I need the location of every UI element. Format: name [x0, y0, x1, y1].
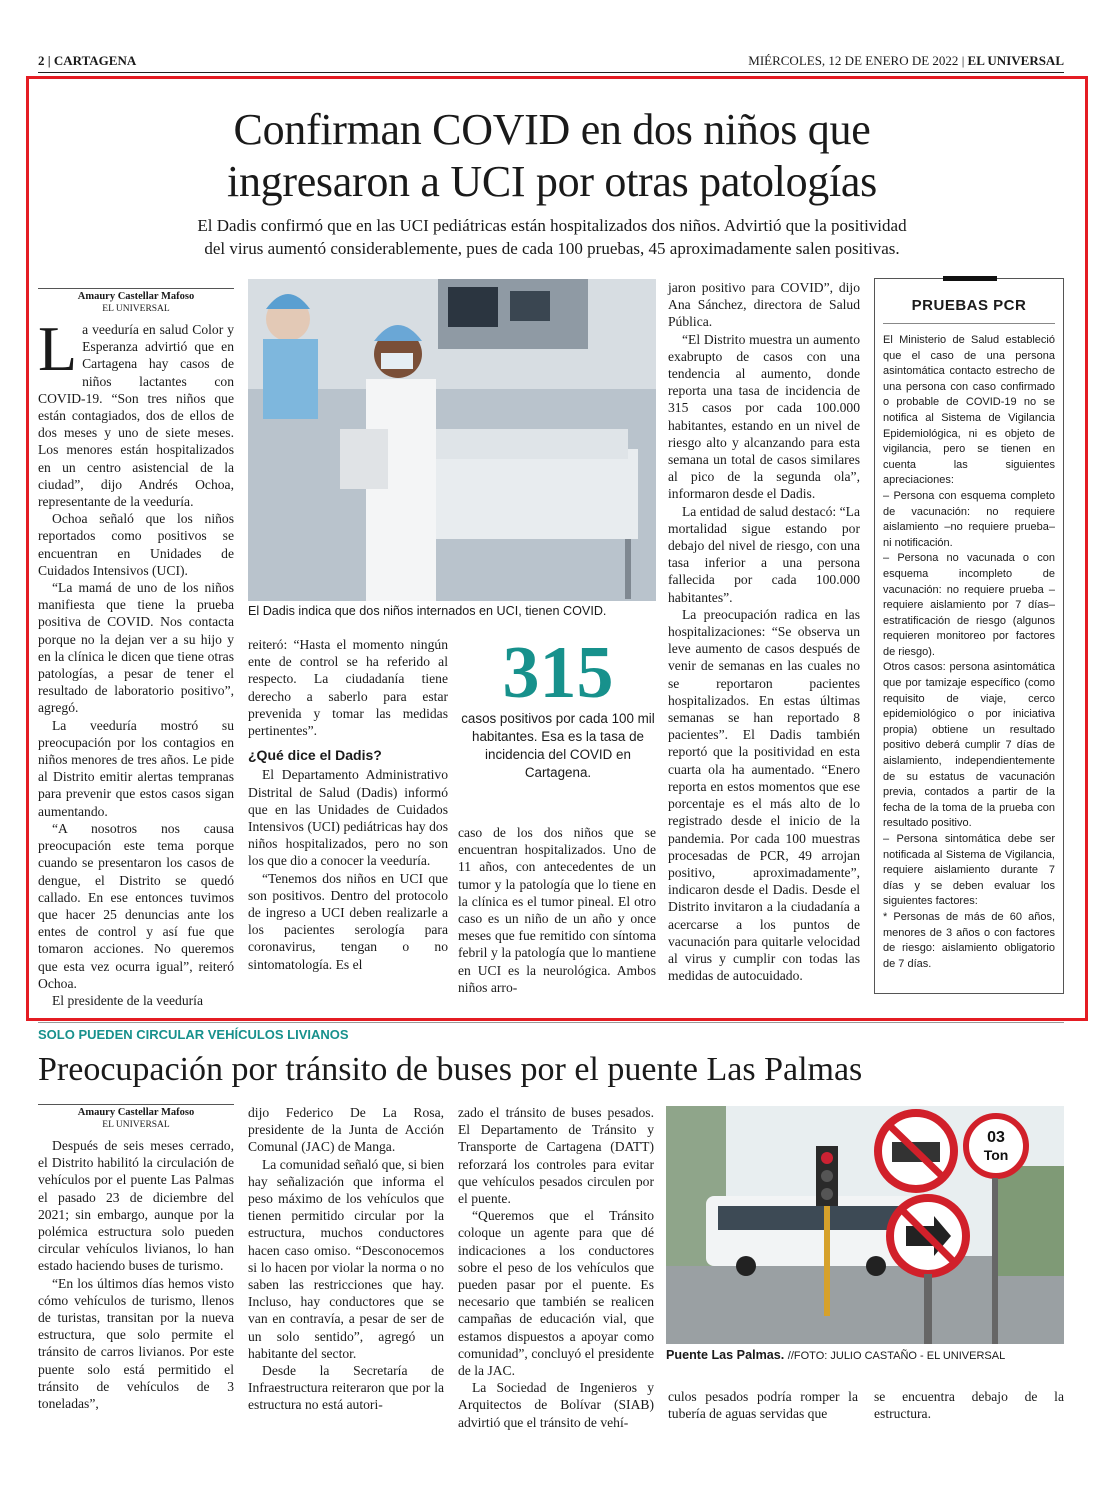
sidebar-accent-bar — [943, 276, 997, 281]
bridge-photo-caption — [666, 1348, 1066, 1362]
pcr-sidebar — [874, 278, 1064, 994]
icu-photo-caption: El Dadis indica que dos niños internados en UCI, tienen COVID. — [248, 604, 607, 618]
story1-deck-line2: del virus aumentó considerablemente, pues de cada 100 pruebas, 45 aproximadamente salen positivas. — [204, 239, 900, 258]
story2-column-3 — [458, 1104, 654, 1431]
section-name: CARTAGENA — [53, 53, 137, 68]
story1-para-2: Ochoa señaló que los niños reportados como positivos se encuentran en Unidades de Cuidados Intensivos (UCI). — [38, 511, 234, 578]
story1-headline-line1: Confirman COVID en dos niños que — [233, 105, 871, 154]
paper-name: EL UNIVERSAL — [967, 53, 1064, 68]
caption-text: Puente Las Palmas. — [666, 1348, 785, 1362]
story2-para-2: “En los últimos días hemos visto cómo vehículos de turismo, llenos de turistas, transitan por la nueva estructura, que solo permite el tránsito de carros livianos. Por este puente solo está permitido el tránsito de vehículos de 3 toneladas”, — [38, 1275, 234, 1412]
story1-headline — [60, 104, 1044, 208]
story2-kicker: SOLO PUEDEN CIRCULAR VEHÍCULOS LIVIANOS — [38, 1027, 349, 1042]
sidebar-body — [883, 333, 1055, 972]
story1-para-11: jaron positivo para COVID”, dijo Ana Sánchez, directora de Salud Pública. — [668, 280, 860, 330]
story1-para-6: El presidente de la veeduría — [52, 992, 203, 1008]
sidebar-rule — [883, 323, 1055, 324]
photo-credit: //FOTO: JULIO CASTAÑO - EL UNIVERSAL — [787, 1350, 1006, 1362]
byline-name: Amaury Castellar Mafoso — [77, 291, 195, 302]
story1-deck — [60, 214, 1044, 260]
story1-para-8: El Departamento Administrativo Distrital de Salud (Dadis) informó que en las Unidades de Cuidados Intensivos (UCI) pediátricas hay dos niños hospitalizados, pero no son los que dio a conocer la veeduría. — [248, 767, 448, 869]
story1-para-9: “Tenemos dos niños en UCI que son positivos. Dentro del protocolo de ingreso a UCI deben realizarle a los pacientes serología para coronavirus, tengan o no sintomatología. Es el — [248, 870, 448, 972]
story1-column-4 — [668, 279, 860, 984]
story1-deck-line1: El Dadis confirmó que en las UCI pediátricas están hospitalizados dos niños. Advirtió que la positividad — [197, 216, 907, 235]
sign-weight-unit: Ton — [983, 1147, 1009, 1163]
story1-para-1 — [38, 313, 234, 510]
para-text: a veeduría en salud Color y Esperanza advirtió que en Cartagena hay casos de niños lactantes con COVID-19. “Son tres niños que están contagiados, dos de ellos de dos meses y uno de siete meses. Los menores están hospitalizados en un centro asistencial de la ciudad”, dijo Andrés Ochoa, representante de la veeduría. — [38, 322, 234, 510]
sign-weight-number: 03 — [987, 1129, 1005, 1146]
sidebar-para: – Persona con esquema completo de vacunación: no requiere aislamiento –no requiere prueba– ni notificación. — [883, 489, 1055, 549]
story1-para-4: La veeduría mostró su preocupación por los contagios en niños menores de tres años. Le pide al Distrito emitir alertas tempranas para prevenir que estos casos sigan aumentando. — [38, 717, 234, 819]
byline-org: EL UNIVERSAL — [102, 1120, 170, 1130]
edition-line: MIÉRCOLES, 12 DE ENERO DE 2022 | EL UNIVERSAL — [748, 53, 1064, 68]
story1-column-3 — [458, 824, 656, 996]
story2-para-3: dijo Federico De La Rosa, presidente de la Junta de Acción Comunal (JAC) de Manga. — [248, 1105, 444, 1155]
sidebar-para: * Personas de más de 60 años, menores de 3 años o con factores de riesgo: aislamiento obligatorio de 7 días. — [883, 910, 1055, 970]
story2-para-7: “Queremos que el Tránsito coloque un agente para que dé indicaciones a los conductores sobre el peso de los vehículos que pueden pasar por el puente. Es necesario que también se realicen campañas de educación vial, que estamos dispuestos a apoyar como comunidad”, concluyó el presidente de la JAC. — [458, 1208, 654, 1379]
story1-column-1 — [38, 288, 234, 1009]
story1-para-7: reiteró: “Hasta el momento ningún ente de control se ha referido al respecto. La ciudadanía tiene derecho a saberlo para estar prevenida y tomar las medidas pertinentes”. — [248, 637, 448, 739]
section-divider — [38, 1022, 1064, 1023]
story1-column-2 — [248, 636, 448, 973]
story2-para-9: culos pesados podría romper la tubería de aguas servidas que — [668, 1389, 858, 1422]
sidebar-title: PRUEBAS PCR — [911, 297, 1027, 314]
story2-column-2 — [248, 1104, 444, 1414]
story2-para-6: zado el tránsito de buses pesados. El Departamento de Tránsito y Transporte de Cartagena (DATT) reforzará los controles para evitar que vehículos pesados circulen por el puente. — [458, 1105, 654, 1207]
edition-date: MIÉRCOLES, 12 DE ENERO DE 2022 — [748, 53, 959, 68]
byline-name: Amaury Castellar Mafoso — [77, 1107, 195, 1118]
story1-para-13: La entidad de salud destacó: “La mortalidad sigue estando por debajo del nivel de riesgo, con una tasa inferior a una persona fallecida por cada 100.000 habitantes”. — [668, 503, 860, 605]
sidebar-para: – Persona no vacunada o con esquema incompleto de vacunación: no requiere prueba –requiere aislamiento por 7 días– estratificación de riesgo (algunos requieren monitoreo por factores de riesgo). — [883, 552, 1055, 658]
page-section-label: 2 | CARTAGENA — [38, 53, 137, 68]
story1-para-14: La preocupación radica en las hospitalizaciones: “Se observa un leve aumento de casos después de venir de semanas en las cuales no se reportaron pacientes hospitalizados. En estas últimas semanas se han reportado 8 pacientes”. El Dadis también reportó que la positividad en esta cuarta ola ha aumentado. “Enero reporta en estos momentos que ese porcentaje es el más alto de lo registrado desde el inicio de la pandemia. Por cada 100 muestras procesadas de PCR, 49 arrojan positivo, aproximadamente”, indicaron desde el Dadis. Desde el Distrito invitaron a la ciudadanía a acercarse a los puntos de vacunación para quitarle velocidad al virus y cumplir con todas las medidas de autocuidado. — [668, 606, 860, 984]
story2-column-5 — [874, 1388, 1064, 1422]
big-number-text: casos positivos por cada 100 mil habitantes. Esa es la tasa de incidencia del COVID en Cartagena. — [461, 711, 655, 780]
bridge-photo — [666, 1106, 1064, 1344]
byline-org: EL UNIVERSAL — [102, 304, 170, 314]
story2-para-4: La comunidad señaló que, si bien hay señalización que informa el peso máximo de los vehículos que tienen permitido circular por la estructura, muchos conductores hacen caso omiso. “Desconocemos si lo hacen por violar la norma o no saben las restricciones que hay. Incluso, hay conductores que se van en contravía, a pesar de ser de un solo sentido”, agregó un habitante del sector. — [248, 1156, 444, 1361]
story2-headline: Preocupación por tránsito de buses por el puente Las Palmas — [38, 1051, 863, 1088]
sidebar-para: El Ministerio de Salud estableció que el caso de una persona asintomática contacto estrecho de una persona con caso confirmado o probable de COVID-19 no se notifica al Sistema de Vigilancia Epidemiológica, ni es objeto de vigilancia, pero se tienen en cuenta las siguientes apreciaciones: — [883, 334, 1055, 487]
story1-para-3: “La mamá de uno de los niños manifiesta que tiene la prueba positiva de COVID. Nos contacta porque no la dejan ver a su hijo y en la clínica le dicen que tiene otras patologías, a pesar de tener el resultado de laboratorio positivo”, agregó. — [38, 580, 234, 716]
story1-para-5: “A nosotros nos causa preocupación este tema porque cuando se presentaron los casos de dengue, el Distrito se quedó callado. En ese entonces tuvimos que hacer 25 denuncias ante los entes de control y así fue que tomaron acciones. No queremos que esta vez ocurra igual”, reiteró Ochoa. — [38, 820, 234, 991]
story1-headline-line2: ingresaron a UCI por otras patologías — [227, 157, 877, 206]
story2-para-8: La Sociedad de Ingenieros y Arquitectos de Bolívar (SIAB) advirtió que el tránsito de vehí- — [458, 1380, 654, 1430]
story1-para-10: caso de los dos niños que se encuentran hospitalizados. Uno de 11 años, con antecedentes de un tumor y la patología que lo tiene en la clínica es el tumor pineal. El otro caso es un niño de un año y once meses que fue remitido con síntoma febril y la patología que lo mantiene en UCI es la neurológica. Ambos niños arro- — [458, 825, 656, 995]
story2-column-4 — [668, 1388, 858, 1422]
story1-para-12: “El Distrito muestra un aumento exabrupto de casos con una tendencia al aumento, donde reporta una tasa de incidencia de 315 casos por cada 100.000 habitantes, estando en un nivel de riesgo alto y alcanzando para esta semana un total de casos similares al pico de la segunda ola”, informaron desde el Dadis. — [668, 331, 860, 502]
page-number: 2 — [38, 53, 45, 68]
story2-column-1 — [38, 1104, 234, 1412]
dropcap: L — [38, 313, 78, 384]
page-header — [38, 50, 1064, 73]
story2-para-5: Desde la Secretaría de Infraestructura reiteraron que por la estructura no está autori- — [248, 1363, 444, 1413]
sidebar-para: – Persona sintomática debe ser notificada al Sistema de Vigilancia, requiere aislamiento durante 7 días y se deben evaluar los siguientes factores: — [883, 833, 1055, 908]
story1-byline — [38, 288, 234, 315]
big-number: 315 — [502, 632, 614, 714]
icu-photo — [248, 279, 656, 601]
story2-para-1: Después de seis meses cerrado, el Distrito habilitó la circulación de vehículos por el puente Las Palmas el pasado 23 de diciembre del 2021; sin embargo, aunque por la polémica estructura solo pueden circular vehículos livianos, lo han estado haciendo buses de turismo. — [38, 1138, 234, 1274]
story2-byline — [38, 1104, 234, 1131]
story1-subhead: ¿Qué dice el Dadis? — [248, 747, 382, 764]
story2-para-10: se encuentra debajo de la estructura. — [874, 1389, 1064, 1422]
sidebar-para: Otros casos: persona asintomática que por tamizaje específico (como requisito de viaje, cerco epidemiológico o por iniciativa propia) obtiene un resultado positivo deberá cumplir 7 días de aislamiento, independientemente de su estatus de vacunación previa, contados a partir de la fecha de la toma de la prueba con resultado positivo. — [883, 661, 1055, 830]
